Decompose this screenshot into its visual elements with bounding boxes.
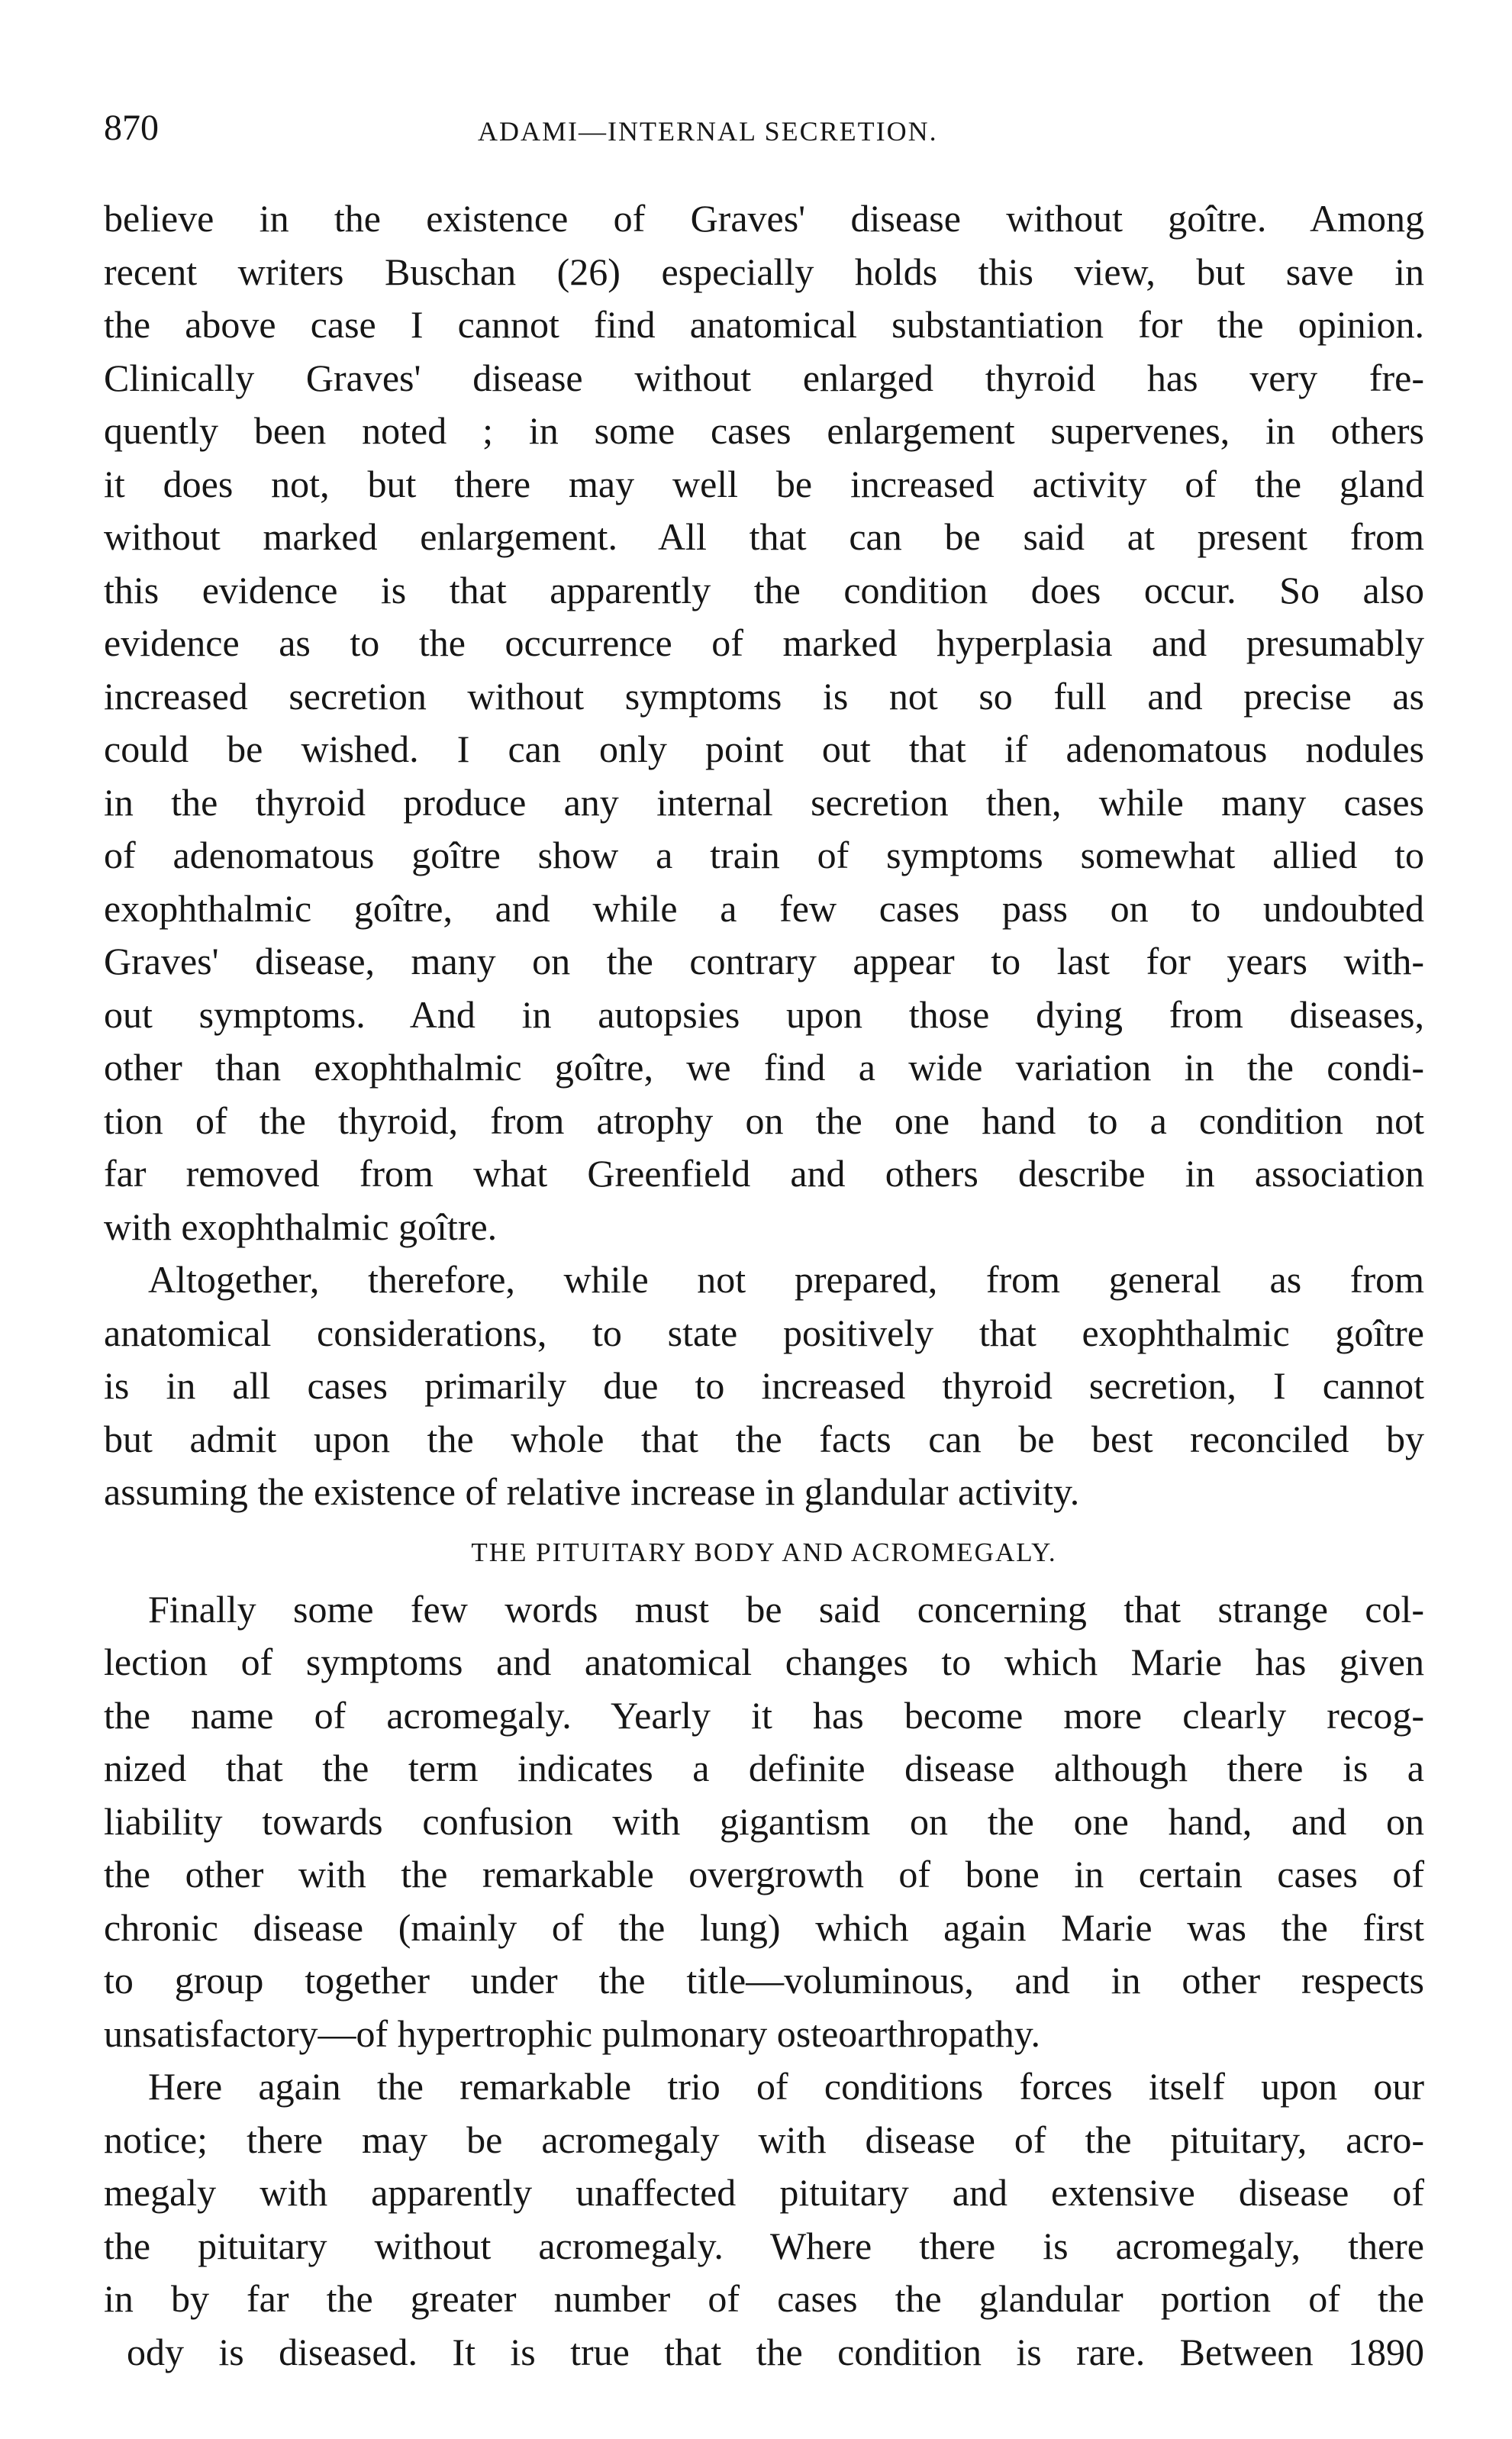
text-line: Clinically Graves' disease without enlarged thyroid has very fre- (104, 356, 1424, 399)
body-text (104, 192, 1424, 2379)
text-line: Altogether, therefore, while not prepared, from general as from (148, 1258, 1424, 1301)
text-line: in by far the greater number of cases the glandular portion of the (104, 2277, 1424, 2320)
text-line: anatomical considerations, to state positively that exophthalmic goître (104, 1311, 1424, 1354)
text-line: without marked enlargement. All that can be said at present from (104, 515, 1424, 558)
section-heading: THE PITUITARY BODY AND ACROMEGALY. (471, 1537, 1057, 1567)
paragraph-altogether (104, 1253, 1424, 1519)
text-line: evidence as to the occurrence of marked hyperplasia and presumably (104, 621, 1424, 664)
text-line: the other with the remarkable overgrowth of bone in certain cases of (104, 1853, 1424, 1895)
text-line: the name of acromegaly. Yearly it has become more clearly recog- (104, 1693, 1424, 1737)
text-line: in the thyroid produce any internal secretion then, while many cases (104, 780, 1424, 824)
text-line: quently been noted ; in some cases enlargement supervenes, in others (104, 409, 1424, 452)
page-number: 870 (104, 108, 159, 148)
text-line: is in all cases primarily due to increased thyroid secretion, I cannot (104, 1364, 1424, 1407)
text-line: lection of symptoms and anatomical changes to which Marie has given (104, 1641, 1424, 1683)
text-line: it does not, but there may well be increased activity of the gland (104, 462, 1424, 505)
text-line: ody is diseased. It is true that the condition is rare. Between 1890 (127, 2330, 1424, 2373)
text-line: but admit upon the whole that the facts can be best reconciled by (104, 1417, 1424, 1460)
running-title: ADAMI—INTERNAL SECRETION. (478, 116, 938, 147)
text-line: could be wished. I can only point out that if adenomatous nodules (104, 728, 1424, 770)
text-line: megaly with apparently unaffected pituitary and extensive disease of (104, 2171, 1424, 2214)
text-line: far removed from what Greenfield and others describe in association (104, 1152, 1424, 1195)
text-line: other than exophthalmic goître, we find a wide variation in the condi- (104, 1046, 1424, 1089)
text-line: this evidence is that apparently the condition does occur. So also (104, 568, 1424, 611)
paragraph-trio-of-conditions (104, 2060, 1424, 2379)
text-line: chronic disease (mainly of the lung) which again Marie was the first (104, 1905, 1424, 1949)
text-line: believe in the existence of Graves' disease without goître. Among (104, 197, 1424, 240)
paragraph-graves-evidence (104, 192, 1424, 1253)
text-line: assuming the existence of relative increase in glandular activity. (104, 1470, 1080, 1513)
text-line: to group together under the title—voluminous, and in other respects (104, 1959, 1424, 2002)
text-line: unsatisfactory—of hypertrophic pulmonary osteoarthropathy. (104, 2012, 1040, 2055)
text-line: with exophthalmic goître. (104, 1205, 498, 1248)
text-line: of adenomatous goître show a train of symptoms somewhat allied to (104, 834, 1424, 876)
text-line: the pituitary without acromegaly. Where there is acromegaly, there (104, 2224, 1424, 2267)
running-head (104, 98, 1424, 159)
text-line: Here again the remarkable trio of conditions forces itself upon our (148, 2065, 1424, 2108)
text-line: recent writers Buschan (26) especially holds this view, but save in (104, 250, 1424, 293)
text-line: notice; there may be acromegaly with disease of the pituitary, acro- (104, 2118, 1424, 2161)
text-line: increased secretion without symptoms is not so full and precise as (104, 674, 1424, 718)
book-page (104, 98, 1424, 2379)
text-line: liability towards confusion with gigantism on the one hand, and on (104, 1799, 1424, 1843)
text-line: tion of the thyroid, from atrophy on the one hand to a condition not (104, 1099, 1424, 1142)
text-line: nized that the term indicates a definite disease although there is a (104, 1747, 1424, 1789)
text-line: Graves' disease, many on the contrary appear to last for years with- (104, 940, 1424, 982)
text-line: the above case I cannot find anatomical substantiation for the opinion. (104, 303, 1424, 346)
text-line: exophthalmic goître, and while a few cases pass on to undoubted (104, 886, 1424, 930)
text-line: out symptoms. And in autopsies upon those dying from diseases, (104, 992, 1424, 1036)
text-line: Finally some few words must be said concerning that strange col- (148, 1587, 1424, 1631)
paragraph-acromegaly-intro (104, 1583, 1424, 2061)
